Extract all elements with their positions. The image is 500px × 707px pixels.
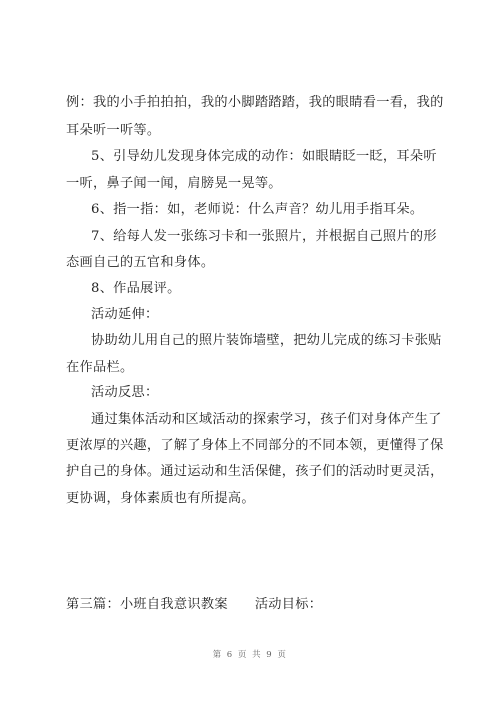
section-heading: 活动延伸： [91, 307, 159, 322]
text-line: 通过集体活动和区域活动的探索学习，孩子们对身体产生了 [91, 412, 442, 427]
text-line: 例：我的小手拍拍拍，我的小脚踏踏踏，我的眼睛看一看，我的 [66, 95, 444, 110]
text-line: 7、给每人发一张练习卡和一张照片，并根据自己照片的形 [91, 229, 437, 244]
text-line: 5、引导幼儿发现身体完成的动作：如眼睛眨一眨，耳朵听 [91, 149, 437, 164]
page-number-footer: 第 6 页 共 9 页 [212, 650, 288, 660]
text-line: 护自己的身体。通过运动和生活保健，孩子们的活动时更灵活， [66, 464, 444, 479]
text-line: 在作品栏。 [66, 360, 134, 375]
text-line: 8、作品展评。 [91, 281, 181, 296]
text-line: 态画自己的五官和身体。 [66, 255, 215, 270]
text-line: 更浓厚的兴趣，了解了身体上不同部分的不同本领，更懂得了保 [66, 438, 444, 453]
text-line: 6、指一指：如，老师说：什么声音？幼儿用手指耳朵。 [91, 202, 424, 217]
text-line: 耳朵听一听等。 [66, 123, 161, 138]
text-line: 一听，鼻子闻一闻，肩膀晃一晃等。 [66, 176, 282, 191]
text-line: 协助幼儿用自己的照片装饰墙壁，把幼儿完成的练习卡张贴 [91, 333, 442, 348]
chapter-title: 第三篇：小班自我意识教案 活动目标： [66, 597, 323, 612]
text-line: 更协调，身体素质也有所提高。 [66, 491, 255, 506]
section-heading: 活动反思： [91, 385, 159, 400]
